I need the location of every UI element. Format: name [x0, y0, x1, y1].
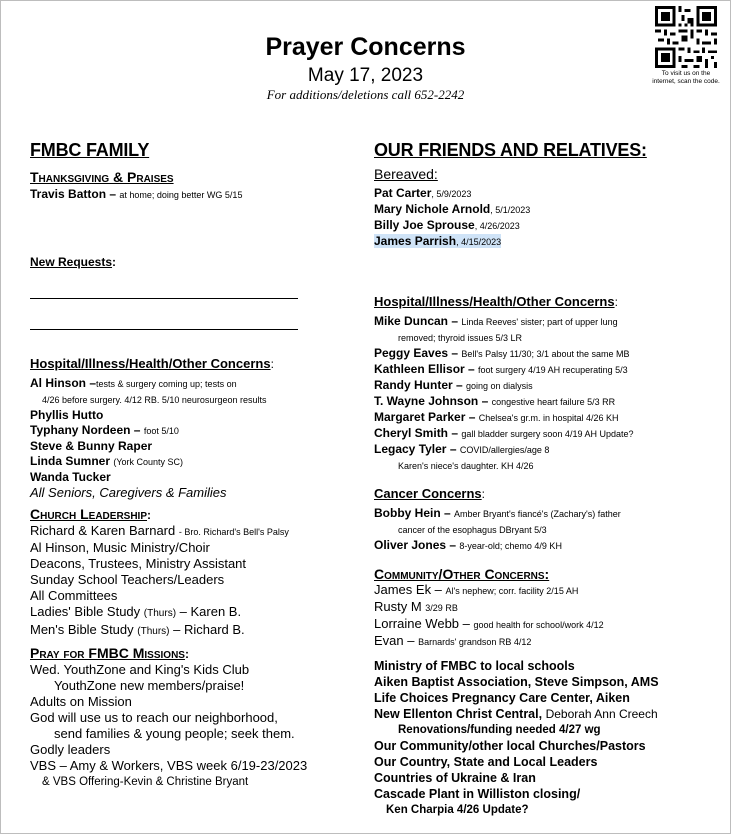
concern-item: Legacy Tyler – COVID/allergies/age 8 [374, 442, 550, 456]
community-item: Rusty M 3/29 RB [374, 599, 458, 614]
mission-item: YouthZone new members/praise! [54, 678, 245, 693]
qr-caption: To visit us on the internet, scan the code. [652, 70, 720, 85]
hospital-heading: Hospital/Illness/Health/Other Concerns: [374, 294, 618, 309]
ministry-item: New Ellenton Christ Central, Deborah Ann Creech [374, 707, 658, 721]
concern-item-cont: removed; thyroid issues 5/3 LR [398, 333, 523, 343]
concern-item: Phyllis Hutto [30, 408, 104, 422]
page-date: May 17, 2023 [307, 65, 424, 86]
leadership-item: Sunday School Teachers/Leaders [30, 572, 225, 587]
ministry-item: Countries of Ukraine & Iran [374, 771, 536, 785]
community-heading: Community/Other Concerns: [374, 566, 550, 582]
seniors-line: All Seniors, Caregivers & Families [30, 485, 227, 500]
concern-item: Al Hinson –tests & surgery coming up; tests on [30, 376, 237, 390]
concern-item: Kathleen Ellisor – foot surgery 4/19 AH recuperating 5/3 [374, 362, 628, 376]
mission-item: send families & young people; seek them. [54, 726, 295, 741]
mission-item: & VBS Offering-Kevin & Christine Bryant [42, 776, 249, 788]
ministry-item: Cascade Plant in Williston closing/ [374, 787, 581, 801]
mission-item: God will use us to reach our neighborhood, [30, 710, 278, 725]
qr-code-icon[interactable] [655, 6, 717, 68]
ministry-item: Our Country, State and Local Leaders [374, 755, 598, 769]
cancer-heading: Cancer Concerns: [374, 486, 485, 501]
bereaved-item: James Parrish, 4/15/2023 [374, 234, 502, 248]
concern-item-cont: 4/26 before surgery. 4/12 RB. 5/10 neurosurgeon results [42, 395, 267, 405]
fmbc-family-heading: FMBC FAMILY [30, 140, 150, 160]
cancer-item-cont: cancer of the esophagus DBryant 5/3 [398, 525, 547, 535]
bereaved-item: Mary Nichole Arnold, 5/1/2023 [374, 202, 531, 216]
community-item: Evan – Barnards' grandson RB 4/12 [374, 633, 532, 648]
concern-item: Cheryl Smith – gall bladder surgery soon 4/19 AH Update? [374, 426, 634, 440]
concern-item: Peggy Eaves – Bell's Palsy 11/30; 3/1 about the same MB [374, 346, 630, 360]
concern-item-cont: Karen's niece's daughter. KH 4/26 [398, 461, 534, 471]
cancer-item: Oliver Jones – 8-year-old; chemo 4/9 KH [374, 538, 562, 552]
thanksgiving-heading: Thanksgiving & Praises [30, 169, 174, 185]
concern-item: Mike Duncan – Linda Reeves' sister; part of upper lung [374, 314, 618, 328]
concern-item: Randy Hunter – going on dialysis [374, 378, 533, 392]
fmbc-family-column [30, 140, 350, 790]
concern-item: Linda Sumner (York County SC) [30, 454, 184, 468]
hospital-heading: Hospital/Illness/Health/Other Concerns: [30, 356, 274, 371]
leadership-item: All Committees [30, 588, 118, 603]
ministry-item: Life Choices Pregnancy Care Center, Aiken [374, 691, 630, 705]
ministry-item: Renovations/funding needed 4/27 wg [398, 724, 601, 736]
community-item: James Ek – Al's nephew; corr. facility 2/15 AH [374, 582, 579, 597]
bereaved-heading: Bereaved: [374, 166, 438, 182]
concern-item: Typhany Nordeen – foot 5/10 [30, 423, 179, 437]
thanks-item: Travis Batton – at home; doing better WG 5/15 [30, 187, 243, 201]
missions-heading: Pray for FMBC Missions: [30, 645, 189, 661]
ministry-item: Ministry of FMBC to local schools [374, 659, 575, 673]
leadership-item: Richard & Karen Barnard - Bro. Richard's Bell's Palsy [30, 523, 289, 538]
concern-item: T. Wayne Johnson – congestive heart failure 5/3 RR [374, 394, 616, 408]
concern-item: Margaret Parker – Chelsea's gr.m. in hospital 4/26 KH [374, 410, 619, 424]
leadership-heading: Church Leadership: [30, 506, 152, 522]
leadership-item: Al Hinson, Music Ministry/Choir [30, 540, 210, 555]
ministry-item: Aiken Baptist Association, Steve Simpson, AMS [374, 675, 659, 689]
mission-item: Adults on Mission [30, 694, 132, 709]
leadership-item: Men's Bible Study (Thurs) – Richard B. [30, 622, 245, 637]
contact-line: For additions/deletions call 652-2242 [266, 87, 465, 102]
cancer-item: Bobby Hein – Amber Bryant's fiancé's (Zachary's) father [374, 506, 621, 520]
friends-relatives-column [374, 140, 719, 818]
new-requests-heading: New Requests: [30, 255, 117, 269]
page-title: Prayer Concerns [265, 33, 466, 61]
leadership-item: Ladies' Bible Study (Thurs) – Karen B. [30, 604, 242, 619]
bereaved-item: Pat Carter, 5/9/2023 [374, 186, 472, 200]
bereaved-item: Billy Joe Sprouse, 4/26/2023 [374, 218, 520, 232]
concern-item: Steve & Bunny Raper [30, 439, 153, 453]
mission-item: Godly leaders [30, 742, 111, 757]
community-item: Lorraine Webb – good health for school/work 4/12 [374, 616, 604, 631]
leadership-item: Deacons, Trustees, Ministry Assistant [30, 556, 247, 571]
ministry-item: Our Community/other local Churches/Pastors [374, 739, 646, 753]
friends-heading: OUR FRIENDS AND RELATIVES: [374, 140, 647, 160]
mission-item: Wed. YouthZone and King's Kids Club [30, 662, 250, 677]
mission-item: VBS – Amy & Workers, VBS week 6/19-23/2023 [30, 758, 308, 773]
ministry-item: Ken Charpia 4/26 Update? [386, 804, 529, 816]
concern-item: Wanda Tucker [30, 470, 111, 484]
